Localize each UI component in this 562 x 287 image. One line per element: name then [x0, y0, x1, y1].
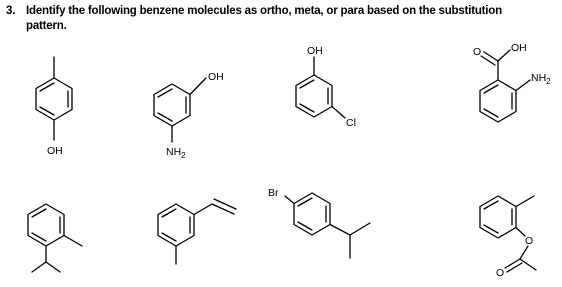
nh2-label: $NH_2$: [166, 146, 186, 160]
benzene-ring: [294, 193, 330, 235]
acid-oh-label: OH: [511, 42, 527, 54]
methyl-bond: [64, 236, 82, 247]
isopropyl-bond: [350, 223, 370, 235]
acetyl-methyl-bond: [520, 259, 536, 270]
benzene-ring: [296, 75, 332, 117]
ester-o-label: O: [525, 235, 534, 247]
benzene-ring: [480, 80, 516, 122]
molecule-3: [296, 45, 356, 129]
molecule-4: [473, 42, 551, 122]
ester-o-bond: [516, 228, 525, 237]
vinyl-double-bond: [214, 199, 236, 209]
nh2-bond: [516, 80, 530, 91]
methyl-bond: [516, 196, 534, 207]
benzene-ring: [158, 204, 194, 246]
molecule-7: [268, 187, 370, 258]
benzene-ring: [28, 204, 64, 246]
oh-bond: [190, 78, 206, 95]
carbonyl-double-bond: [507, 263, 522, 272]
nh2-label: $NH_2$: [531, 72, 551, 86]
question-number: 3.: [6, 5, 16, 17]
molecule-8: [480, 196, 536, 279]
carbonyl-double-bond: [505, 259, 520, 268]
cl-bond: [332, 107, 345, 119]
carbonyl-o-label: O: [496, 267, 505, 279]
oh-label: OH: [47, 145, 63, 157]
br-label: Br: [268, 187, 279, 199]
molecule-2: [154, 71, 224, 160]
br-bond: [285, 196, 294, 204]
cl-label: Cl: [346, 117, 356, 129]
molecule-6: [158, 199, 236, 264]
molecule-5: [28, 204, 82, 272]
vinyl-double-bond: [212, 204, 234, 214]
question-prompt: Identify the following benzene molecules as ortho, meta, or para based on the substitution: [26, 5, 502, 17]
question-line-2: pattern.: [26, 20, 67, 32]
benzene-ring: [154, 84, 190, 126]
vinyl-bond: [194, 204, 212, 215]
isopropyl-bond: [330, 225, 350, 236]
benzene-ring: [36, 78, 72, 120]
isopropyl-bond: [32, 262, 46, 272]
carbonyl-o-label: O: [473, 46, 482, 58]
isopropyl-bond: [46, 262, 60, 272]
acid-oh-bond: [498, 50, 510, 61]
oh-label: OH: [307, 45, 323, 57]
oh-label: OH: [208, 71, 224, 83]
benzene-ring: [480, 196, 516, 238]
molecule-1: [36, 57, 72, 157]
ester-o-bond: [520, 246, 528, 259]
